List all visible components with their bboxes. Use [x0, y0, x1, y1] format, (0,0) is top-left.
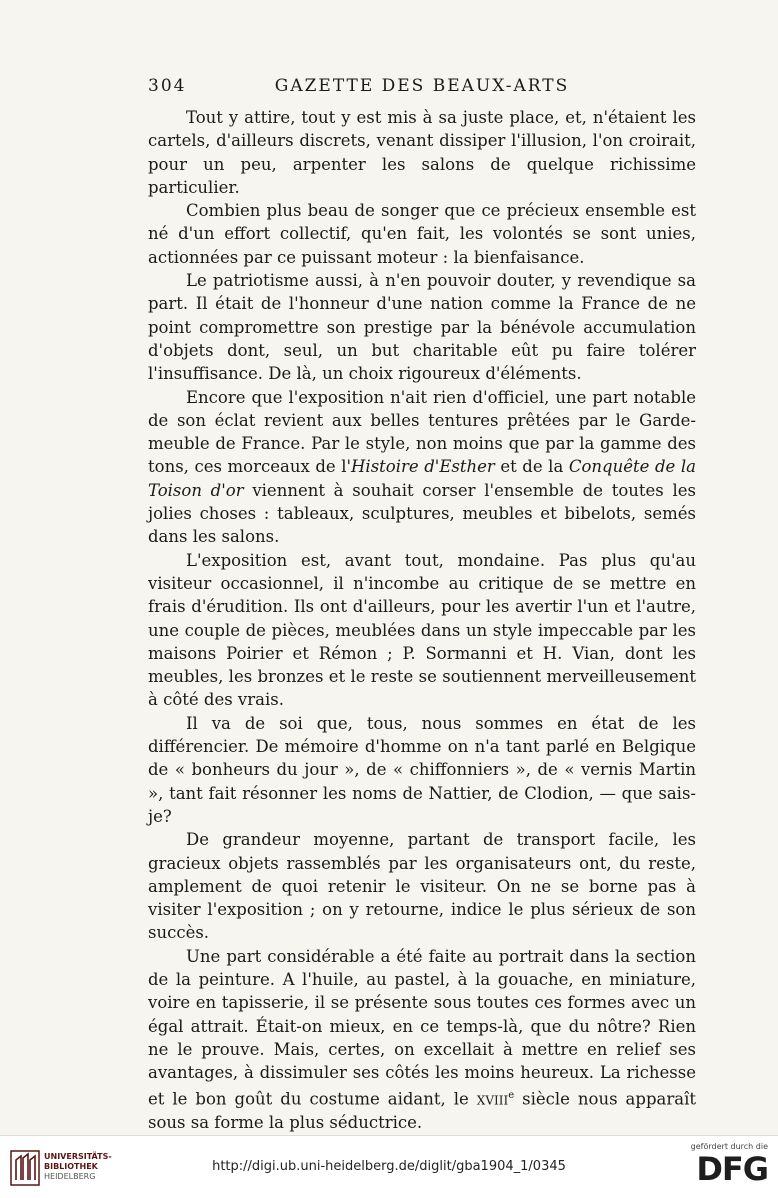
- century-numeral: xviii: [476, 1089, 509, 1109]
- paragraph-text: Encore que l'exposition n'ait rien d'officiel, une part notable de son éclat revient aux belles tentures prêtées par le Garde-meuble de France. Par le style, non moins que par la gamme des tons, ces morceaux de l': [148, 387, 696, 477]
- dfg-wordmark: DFG: [696, 1150, 768, 1188]
- paragraph-text: et de la: [494, 457, 569, 477]
- viewer-footer: [0, 1135, 778, 1198]
- paragraph: [148, 945, 696, 1135]
- journal-title: GAZETTE DES BEAUX-ARTS: [274, 76, 570, 96]
- page-number: 304: [148, 76, 187, 96]
- paragraph: L'exposition est, avant tout, mondaine. Pas plus qu'au visiteur occasionnel, il n'incombe au critique de se mettre en frais d'érudition. Ils ont d'ailleurs, pour les avertir l'un et l'autre, une couple de pièces, meublées dans un style impeccable par les maisons Poirier et Rémon ; P. Sormanni et H. Vian, dont les meubles, les bronzes et le reste se soutiennent merveilleusement à côté des vrais.: [148, 550, 696, 710]
- running-head: [148, 76, 696, 100]
- permalink-url[interactable]: http://digi.ub.uni-heidelberg.de/diglit/gba1904_1/0345: [212, 1159, 566, 1174]
- paragraph: [148, 386, 696, 549]
- library-name-line1: UNIVERSITÄTS-: [44, 1152, 112, 1161]
- work-title: Conquête de la Toison d'or: [148, 457, 696, 500]
- paragraph-text: Une part considérable a été faite au portrait dans la section de la peinture. A l'huile, au pastel, à la gouache, en miniature, voire en tapisserie, il se présente sous toutes ces formes avec un égal attrait. Était-on mieux, en ce temps-là, que du nôtre? Rien ne le prouve. Mais, certes, on excellait à mettre en relief ses avantages, à dissimuler ses côtés les moins heureux. La richesse et le bon goût du costume aidant, le: [148, 946, 696, 1109]
- paragraph: Combien plus beau de songer que ce précieux ensemble est né d'un effort collectif, qu'en fait, les volontés se sont unies, actionnées par ce puissant moteur : la bienfaisance.: [148, 201, 696, 267]
- paragraph: Tout y attire, tout y est mis à sa juste place, et, n'étaient les cartels, d'ailleurs discrets, venant dissiper l'illusion, l'on croirait, pour un peu, arpenter les salons de quelque richissime particulier.: [148, 108, 696, 197]
- library-name-line2: BIBLIOTHEK: [44, 1162, 98, 1171]
- library-name-line3: HEIDELBERG: [44, 1172, 96, 1181]
- paragraph: Le patriotisme aussi, à n'en pouvoir douter, y revendique sa part. Il était de l'honneur d'une nation comme la France de ne point compromettre son prestige par la bénévole accumulation d'objets dont, seul, un but charitable eût pu faire tolérer l'insuffisance. De là, un choix rigoureux d'éléments.: [148, 271, 696, 384]
- paragraph: De grandeur moyenne, partant de transport facile, les gracieux objets rassemblés par les organisateurs ont, du reste, amplement de quoi retenir le visiteur. On ne se borne pas à visiter l'exposition ; on y retourne, indice le plus sérieux de son succès.: [148, 830, 696, 943]
- century-suffix: e: [508, 1090, 515, 1102]
- paragraph-text: viennent à souhait corser l'ensemble de toutes les jolies choses : tableaux, sculptures, meubles et bibelots, semés dans les salons.: [148, 480, 696, 547]
- paragraph: Il va de soi que, tous, nous sommes en état de les différencier. De mémoire d'homme on n'a tant parlé en Belgique de « bonheurs du jour », de « chiffonniers », de « vernis Martin », tant fait résonner les noms de Nattier, de Clodion, — que sais-je?: [148, 713, 696, 826]
- dfg-tagline: gefördert durch die: [690, 1142, 768, 1151]
- article-body: [148, 106, 696, 1181]
- work-title: Histoire d'Esther: [351, 457, 495, 477]
- dfg-logo[interactable]: [682, 1142, 768, 1194]
- paragraph-text: siècle nous apparaît sous sa forme la plus séductrice.: [148, 1089, 696, 1133]
